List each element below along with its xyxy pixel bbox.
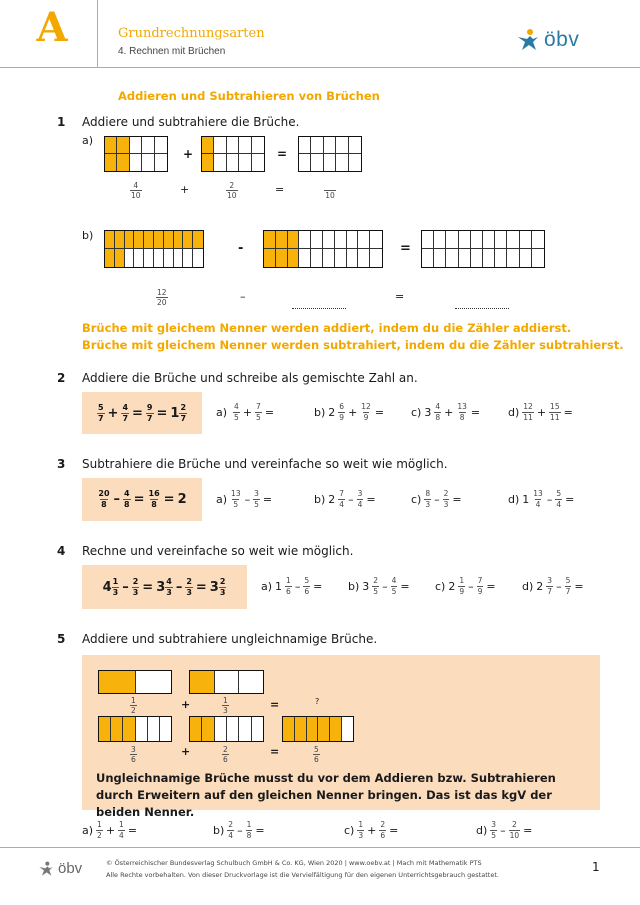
- footer-logo: [38, 860, 82, 877]
- task-2a[interactable]: a) $\frac{4}{5}$ + $\frac{7}{5}$ =: [216, 402, 275, 422]
- ex1-b-op-equals: =: [395, 290, 405, 303]
- ex1-a-plus: +: [183, 147, 194, 161]
- example-box-2: $\frac{5}{7}$ + $\frac{4}{7}$ = $\frac{9}{7}$ = 1 $\frac{2}{7}$: [82, 392, 202, 434]
- ex4-tasks: [261, 577, 584, 595]
- fraction-2-6: $\frac{2}{6}$: [223, 744, 228, 764]
- fraction-5-6: $\frac{5}{6}$: [314, 744, 319, 764]
- ex5-r1-plus: +: [181, 698, 191, 711]
- task-2b[interactable]: b) 2 $\frac{6}{9}$ + $\frac{12}{9}$ =: [314, 402, 385, 422]
- ex1-a-op-plus: +: [180, 183, 190, 196]
- fraction-3-6: $\frac{3}{6}$: [131, 744, 136, 764]
- person-star-icon: [516, 28, 540, 52]
- fraction-bar-result-a: [298, 136, 362, 172]
- task-3b[interactable]: b) 2 $\frac{7}{4}$ – $\frac{3}{4}$ =: [314, 489, 376, 509]
- page-number: 1: [592, 860, 600, 874]
- fraction-bar-12-20: [104, 230, 204, 268]
- task-5d[interactable]: d) $\frac{3}{5}$ – $\frac{2}{10}$ =: [476, 820, 533, 840]
- ex5-r1-equals: =: [270, 698, 280, 711]
- exercise-2-text: Addiere die Brüche und schreibe als gemischte Zahl an.: [82, 371, 418, 385]
- task-5b[interactable]: b) $\frac{2}{4}$ – $\frac{1}{8}$ =: [213, 820, 265, 840]
- task-5c[interactable]: c) $\frac{1}{3}$ + $\frac{2}{6}$ =: [344, 820, 399, 840]
- header-divider: [97, 0, 98, 68]
- task-2d[interactable]: d) $\frac{12}{11}$ + $\frac{15}{11}$ =: [508, 402, 573, 422]
- ex3-tasks: [216, 490, 574, 508]
- answer-blank-b2[interactable]: [455, 294, 509, 313]
- fraction-bar-2-10: [201, 136, 265, 172]
- fraction-bar-6-20: [263, 230, 383, 268]
- exercise-5-number: 5: [57, 632, 66, 646]
- ex1-b-label: b): [82, 229, 94, 242]
- exercise-4-number: 4: [57, 544, 66, 558]
- fraction-1-2: $\frac{1}{2}$: [131, 695, 136, 715]
- footer-divider: [0, 847, 640, 848]
- logo-text: öbv: [544, 28, 580, 51]
- fraction-bar-3-6: [98, 716, 172, 742]
- chapter-subtitle: 4. Rechnen mit Brüchen: [118, 46, 226, 57]
- copyright-line-2: Alle Rechte vorbehalten. Von dieser Druckvorlage ist die Vervielfältigung für den eigenen Unterrichtsgebrauch gestattet.: [106, 871, 499, 879]
- fraction-bar-1-3: [189, 670, 264, 694]
- task-5a[interactable]: a) $\frac{1}{2}$ + $\frac{1}{4}$ =: [82, 820, 138, 840]
- ex2-tasks: [216, 403, 573, 421]
- exercise-5-text: Addiere und subtrahiere ungleichnamige Brüche.: [82, 632, 378, 646]
- ex5-r2-equals: =: [270, 745, 280, 758]
- exercise-3-text: Subtrahiere die Brüche und vereinfache so weit wie möglich.: [82, 457, 448, 471]
- exercise-2-number: 2: [57, 371, 66, 385]
- ex1-a-op-equals: =: [275, 183, 285, 196]
- chapter-title: Grundrechnungsarten: [118, 26, 265, 41]
- ex1-b-op-minus: –: [240, 290, 246, 303]
- exercise-1-text: Addiere und subtrahiere die Brüche.: [82, 115, 300, 129]
- fraction-2-10: $\frac{2}{10}$: [227, 180, 237, 200]
- footer-logo-text: öbv: [58, 860, 83, 877]
- lcm-rule: Ungleichnamige Brüche musst du vor dem Addieren bzw. Subtrahieren durch Erweitern auf den gleichen Nenner bringen. Das ist das kgV der beiden Nenner.: [96, 771, 556, 819]
- example-box-4: 4 $\frac{1}{3}$ – $\frac{2}{3}$ = 3 $\frac{4}{3}$ – $\frac{2}{3}$ = 3 $\frac{2}{3}$: [82, 565, 247, 609]
- fraction-bar-1-2: [98, 670, 172, 694]
- ex5-r2-plus: +: [181, 745, 191, 758]
- answer-blank-b1[interactable]: [292, 294, 346, 313]
- task-4a[interactable]: a) 1 $\frac{1}{6}$ – $\frac{5}{6}$ =: [261, 576, 323, 596]
- rule-addition: Brüche mit gleichem Nenner werden addiert, indem du die Zähler addierst.: [82, 321, 572, 335]
- copyright: [106, 857, 499, 881]
- fraction-bar-5-6: [282, 716, 354, 742]
- fraction-1-3: $\frac{1}{3}$: [223, 695, 228, 715]
- exercise-1-number: 1: [57, 115, 66, 129]
- person-star-icon: [38, 861, 54, 877]
- ex5-tasks: [82, 821, 532, 839]
- example-box-3: $\frac{20}{8}$ – $\frac{4}{8}$ = $\frac{16}{8}$ = 2: [82, 478, 202, 521]
- fraction-4-10: $\frac{4}{10}$: [131, 180, 141, 200]
- task-3a[interactable]: a) $\frac{13}{5}$ – $\frac{3}{5}$ =: [216, 489, 273, 509]
- chapter-letter: A: [36, 4, 68, 51]
- rule-subtraction: Brüche mit gleichem Nenner werden subtrahiert, indem du die Zähler subtrahierst.: [82, 338, 624, 352]
- fraction-12-20: $\frac{12}{20}$: [157, 287, 167, 307]
- copyright-line-1: © Österreichischer Bundesverlag Schulbuch GmbH & Co. KG, Wien 2020 | www.oebv.at | Mach mit Mathematik PTS: [106, 859, 482, 867]
- fraction-bar-result-b: [421, 230, 545, 268]
- ex1-a-label: a): [82, 134, 94, 147]
- task-4b[interactable]: b) 3 $\frac{2}{5}$ – $\frac{4}{5}$ =: [348, 576, 410, 596]
- task-3c[interactable]: c) $\frac{8}{3}$ – $\frac{2}{3}$ =: [411, 489, 462, 509]
- ex1-b-minus: -: [238, 241, 244, 256]
- ex1-b-equals: =: [400, 241, 411, 256]
- ex1-a-equals: =: [277, 147, 288, 161]
- fraction-blank-10[interactable]: 10: [325, 190, 335, 200]
- publisher-logo: [516, 28, 579, 52]
- task-4c[interactable]: c) 2 $\frac{1}{9}$ – $\frac{7}{9}$ =: [435, 576, 496, 596]
- exercise-3-number: 3: [57, 457, 66, 471]
- unknown-result: ?: [315, 697, 320, 706]
- task-3d[interactable]: d) 1 $\frac{13}{4}$ – $\frac{5}{4}$ =: [508, 489, 575, 509]
- fraction-bar-2-6: [189, 716, 264, 742]
- section-title: Addieren und Subtrahieren von Brüchen: [118, 89, 380, 103]
- fraction-bar-4-10: [104, 136, 168, 172]
- task-2c[interactable]: c) 3 $\frac{4}{8}$ + $\frac{13}{8}$ =: [411, 402, 481, 422]
- task-4d[interactable]: d) 2 $\frac{3}{7}$ – $\frac{5}{7}$ =: [522, 576, 584, 596]
- exercise-4-text: Rechne und vereinfache so weit wie möglich.: [82, 544, 354, 558]
